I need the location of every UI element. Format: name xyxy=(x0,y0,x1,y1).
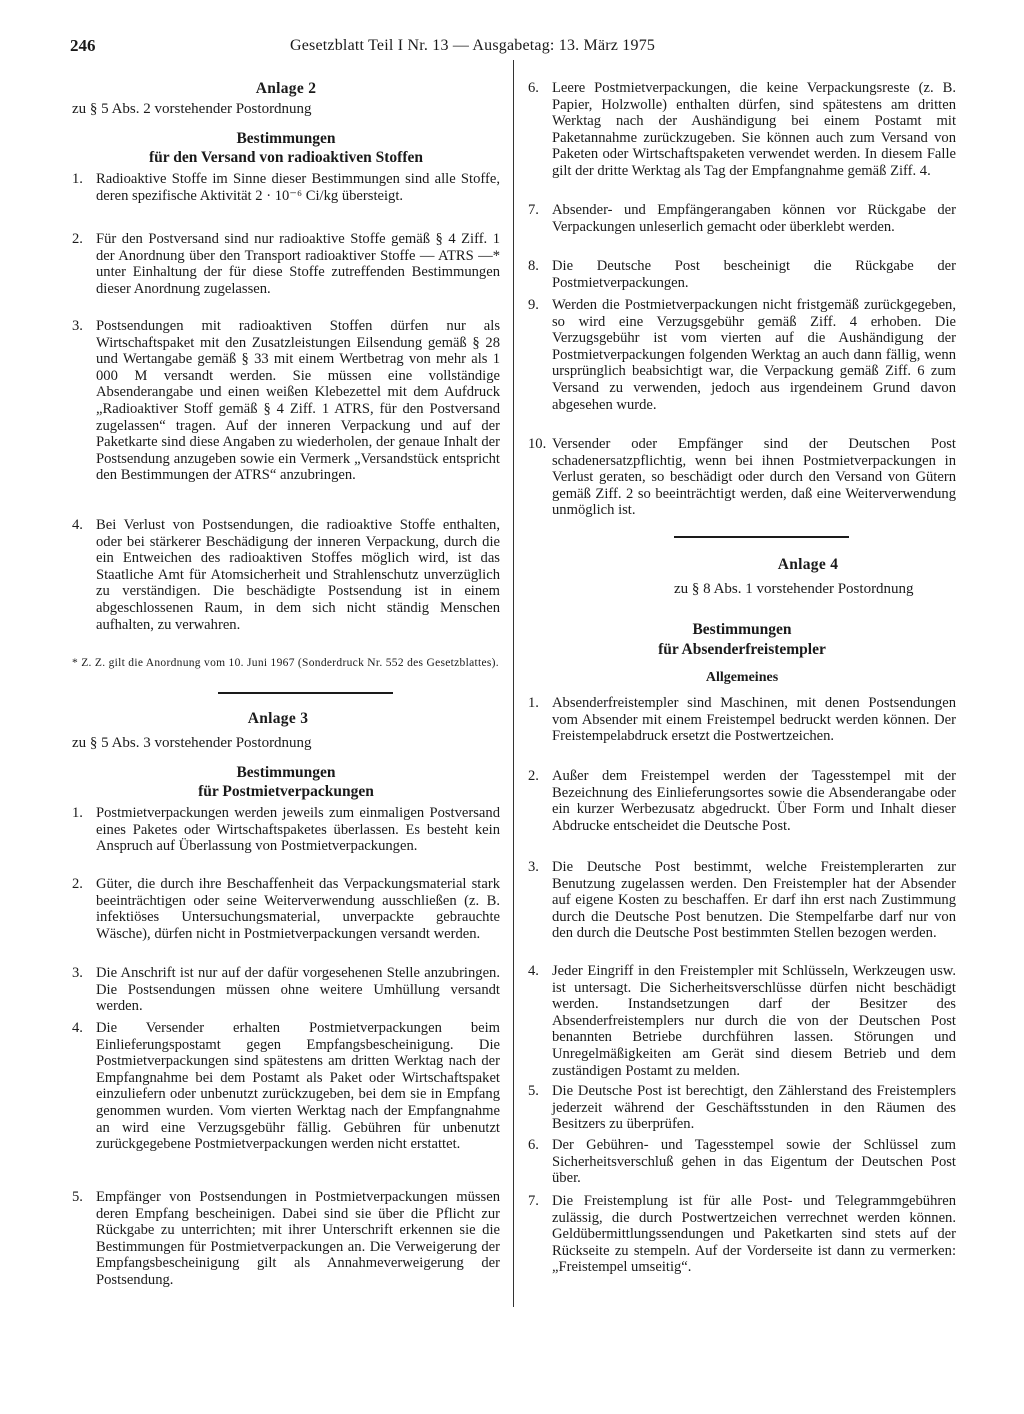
item-text: Absender- und Empfängerangaben können vor Rückgabe der Verpackungen unleserlich gemacht oder überklebt werden. xyxy=(552,202,956,235)
item-text: Radioaktive Stoffe im Sinne dieser Bestimmungen sind alle Stoffe, deren spezifische Aktivität 2 · 10⁻⁶ Ci/kg übersteigt. xyxy=(96,171,500,204)
item-number: 2. xyxy=(72,231,83,247)
item-text: Jeder Eingriff in den Freistempler mit Schlüsseln, Werkzeugen usw. ist untersagt. Die Sicherheitsverschlüsse dürfen nicht beschädigt werden. Instandsetzungen darf der Besitzer des Absenderfreistemplers nur durch die von der Deutschen Post benannten Betriebe durchführen lassen. Störungen und Unregelmäßigkeiten am Gerät sind diesem Betrieb und dem zuständigen Postamt zu melden. xyxy=(552,963,956,1079)
anlage2-reference: zu § 5 Abs. 2 vorstehender Postordnung xyxy=(72,101,312,117)
item-number: 5. xyxy=(72,1189,83,1205)
item-text: Die Anschrift ist nur auf der dafür vorgesehenen Stelle anzubringen. Die Postsendungen müssen ohne weitere Umhüllung versandt werden. xyxy=(96,965,500,1015)
section-divider xyxy=(218,692,393,694)
anlage3-item-1 xyxy=(72,805,500,855)
item-text: Versender oder Empfänger sind der Deutschen Post schadenersatzpflichtig, wenn bei ihnen Postmietverpackungen in Verlust geraten, so beschädigt oder durch den Versand von Gütern gemäß Ziff. 2 so beeinträchtigt werden, daß eine Weiterverwendung unmöglich ist. xyxy=(552,436,956,519)
anlage4-item-4 xyxy=(528,963,956,1079)
item-number: 9. xyxy=(528,297,539,313)
section-divider xyxy=(674,536,849,538)
anlage3-reference: zu § 5 Abs. 3 vorstehender Postordnung xyxy=(72,735,312,751)
item-text: Die Deutsche Post bescheinigt die Rückgabe der Postmietverpackungen. xyxy=(552,258,956,291)
anlage3-title-line1: Bestimmungen xyxy=(236,764,336,781)
item-number: 5. xyxy=(528,1083,539,1099)
item-text: Absenderfreistempler sind Maschinen, mit denen Postsendungen vom Absender mit einem Freistempel bedruckt werden können. Der Freistempelabdruck ersetzt die Postwertzeichen. xyxy=(552,695,956,745)
anlage4-reference: zu § 8 Abs. 1 vorstehender Postordnung xyxy=(674,581,914,597)
item-number: 8. xyxy=(528,258,539,274)
anlage4-item-1 xyxy=(528,695,956,745)
item-number: 3. xyxy=(72,965,83,981)
anlage3-item-9 xyxy=(528,297,956,413)
item-text: Der Gebühren- und Tagesstempel sowie der Schlüssel zum Sicherheitsverschluß gehen in das Eigentum der Deutschen Post über. xyxy=(552,1137,956,1187)
anlage4-title-line1: Bestimmungen xyxy=(692,621,792,638)
anlage4-item-7 xyxy=(528,1193,956,1276)
anlage2-item-4 xyxy=(72,517,500,633)
anlage2-title-line2: für den Versand von radioaktiven Stoffen xyxy=(148,149,424,166)
item-number: 6. xyxy=(528,80,539,96)
item-number: 10. xyxy=(528,436,547,452)
item-number: 6. xyxy=(528,1137,539,1153)
item-text: Die Freistemplung ist für alle Post- und Telegrammgebühren zulässig, die durch Postwertzeichen verrechnet werden können. Geldübermittlungssendungen und Paketkarten sind stets auf der Rückseite zu stempeln. Auf der Vorderseite ist dann zu vermerken: „Freistempel umseitig“. xyxy=(552,1193,956,1276)
anlage4-heading: Anlage 4 xyxy=(777,556,839,573)
anlage2-item-1 xyxy=(72,171,500,204)
item-number: 2. xyxy=(528,768,539,784)
anlage3-item-8 xyxy=(528,258,956,291)
anlage3-item-4 xyxy=(72,1020,500,1153)
item-number: 1. xyxy=(72,805,83,821)
item-text: Empfänger von Postsendungen in Postmietverpackungen müssen deren Empfang bescheinigen. Dabei sind sie über die Pflicht zur Rückgabe zu unterrichten; mit ihrer Unterschrift erkennen sie die Bestimmungen für Postmietverpackungen an. Die Verweigerung der Empfangsbescheinigung gilt als Annahmeverweigerung der Postsendung. xyxy=(96,1189,500,1288)
item-text: Die Deutsche Post ist berechtigt, den Zählerstand des Freistemplers jederzeit während der Geschäftsstunden in den Räumen des Besitzers zu überprüfen. xyxy=(552,1083,956,1133)
item-number: 3. xyxy=(528,859,539,875)
item-number: 2. xyxy=(72,876,83,892)
item-text: Die Versender erhalten Postmietverpackungen beim Einlieferungspostamt gegen Empfangsbescheinigung. Die Postmietverpackungen sind spätestens am dritten Werktag nach der Empfangnahme bei dem Postamt als Paket oder Wirtschaftspaket einzuliefern oder unbenutzt zurückzugeben, bei dem sie in Empfang genommen wurden. Vom vierten Werktag nach der Empfangnahme an wird eine Verzugsgebühr fällig. Gebühren für unbenutzt zurückgegebene Postmietverpackungen werden nicht erstattet. xyxy=(96,1020,500,1153)
item-number: 3. xyxy=(72,318,83,334)
item-text: Postmietverpackungen werden jeweils zum einmaligen Postversand eines Paketes oder Wirtschaftspaketes überlassen. Es besteht kein Anspruch auf Überlassung von Postmietverpackungen. xyxy=(96,805,500,855)
anlage3-heading: Anlage 3 xyxy=(247,710,309,727)
item-text: Güter, die durch ihre Beschaffenheit das Verpackungsmaterial stark beeinträchtigen oder seine Weiterverwendung ausschließen (z. B. infektiöses Untersuchungsmaterial, unverpackte gebrauchte Wäsche), dürfen nicht in Postmietverpackungen versandt werden. xyxy=(96,876,500,942)
item-text: Werden die Postmietverpackungen nicht fristgemäß zurückgegeben, so wird eine Verzugsgebühr gemäß Ziff. 4 erhoben. Die Verzugsgebühr ist vom vierten auf die Aushändigung der Postmietverpackungen folgenden Werktag an auch dann fällig, wenn ursprünglich beabsichtigt war, die Verpackung gemäß Ziff. 6 zum Versand zu verwenden, jedoch aus irgendeinem Grund davon abgesehen wurde. xyxy=(552,297,956,413)
anlage4-item-3 xyxy=(528,859,956,942)
anlage2-footnote: * Z. Z. gilt die Anordnung vom 10. Juni 1967 (Sonderdruck Nr. 552 des Gesetzblattes). xyxy=(72,657,499,669)
item-number: 1. xyxy=(528,695,539,711)
anlage2-heading: Anlage 2 xyxy=(255,80,317,97)
anlage2-item-3 xyxy=(72,318,500,484)
anlage3-item-6 xyxy=(528,80,956,180)
item-text: Außer dem Freistempel werden der Tagesstempel mit der Bezeichnung des Einlieferungsortes sowie die Absenderangabe oder ein kurzer Werbezusatz abgedruckt. Über Form und Inhalt dieser Abdrucke entscheidet die Deutsche Post. xyxy=(552,768,956,834)
anlage3-item-3 xyxy=(72,965,500,1015)
item-number: 7. xyxy=(528,1193,539,1209)
anlage3-item-7 xyxy=(528,202,956,235)
item-text: Bei Verlust von Postsendungen, die radioaktive Stoffe enthalten, oder bei stärkerer Beschädigung der inneren Verpackung, durch die ein Entweichen des radioaktiven Stoffes möglich wird, ist das Staatliche Amt für Atomsicherheit und Strahlenschutz unverzüglich zu verständigen. Die beschädigte Postsendung ist in einem abgeschlossenen Raum, in dem sich nicht ständig Menschen aufhalten, zu verwahren. xyxy=(96,517,500,633)
item-number: 4. xyxy=(72,517,83,533)
item-number: 1. xyxy=(72,171,83,187)
anlage3-title-line2: für Postmietverpackungen xyxy=(198,783,374,800)
item-number: 7. xyxy=(528,202,539,218)
anlage3-item-5 xyxy=(72,1189,500,1289)
column-divider xyxy=(513,60,514,1307)
running-title: Gesetzblatt Teil I Nr. 13 — Ausgabetag: 13. März 1975 xyxy=(290,37,656,54)
item-number: 4. xyxy=(528,963,539,979)
page-number: 246 xyxy=(70,36,96,55)
anlage3-item-10 xyxy=(528,436,956,519)
item-text: Postsendungen mit radioaktiven Stoffen dürfen nur als Wirtschaftspaket mit den Zusatzleistungen Eilsendung gemäß § 28 und Wertangabe gemäß § 33 mit einem Wertbetrag von mehr als 1 000 M versandt werden. Sie müssen eine vollständige Absenderangabe und einen weißen Klebezettel mit dem Aufdruck „Radioaktiver Stoff gemäß § 4 Ziff. 1 ATRS, für den Postversand zugelassen“ tragen. Auf der inneren Verpackung und auf der Paketkarte sind diese Angaben zu wiederholen, der genaue Inhalt der Postsendung anzugeben sowie ein Vermerk „Versandstück entspricht den Bestimmungen der ATRS“ anzubringen. xyxy=(96,318,500,484)
anlage4-item-6 xyxy=(528,1137,956,1187)
anlage4-item-2 xyxy=(528,768,956,834)
anlage2-title-line1: Bestimmungen xyxy=(236,130,336,147)
anlage4-item-5 xyxy=(528,1083,956,1133)
anlage2-item-2 xyxy=(72,231,500,297)
anlage4-subtitle: Allgemeines xyxy=(705,670,779,685)
anlage3-item-2 xyxy=(72,876,500,942)
item-text: Leere Postmietverpackungen, die keine Verpackungsreste (z. B. Papier, Holzwolle) enthalten dürfen, sind spätestens am dritten Werktag nach der Aushändigung bei einem Postamt mit Paketannahme zurückzugeben. Sie können auch zum Versand von Paketen oder Wirtschaftspaketen verwendet werden. In diesem Falle gilt der dritte Werktag als Tag der Empfangnahme gemäß Ziff. 4. xyxy=(552,80,956,179)
item-number: 4. xyxy=(72,1020,83,1036)
anlage4-title-line2: für Absenderfreistempler xyxy=(658,641,826,658)
item-text: Die Deutsche Post bestimmt, welche Freistemplerarten zur Benutzung zugelassen werden. Den Freistempler hat der Absender auf eigene Kosten zu beschaffen. Er darf ihn erst nach Zustimmung durch die Deutsche Post benutzen. Die Stempelfarbe darf nur von den durch die Deutsche Post bestimmten Stellen bezogen werden. xyxy=(552,859,956,942)
item-text: Für den Postversand sind nur radioaktive Stoffe gemäß § 4 Ziff. 1 der Anordnung über den Transport radioaktiver Stoffe — ATRS —* unter Einhaltung der für diese Stoffe zutreffenden Bestimmungen dieser Anordnung zugelassen. xyxy=(96,231,500,297)
